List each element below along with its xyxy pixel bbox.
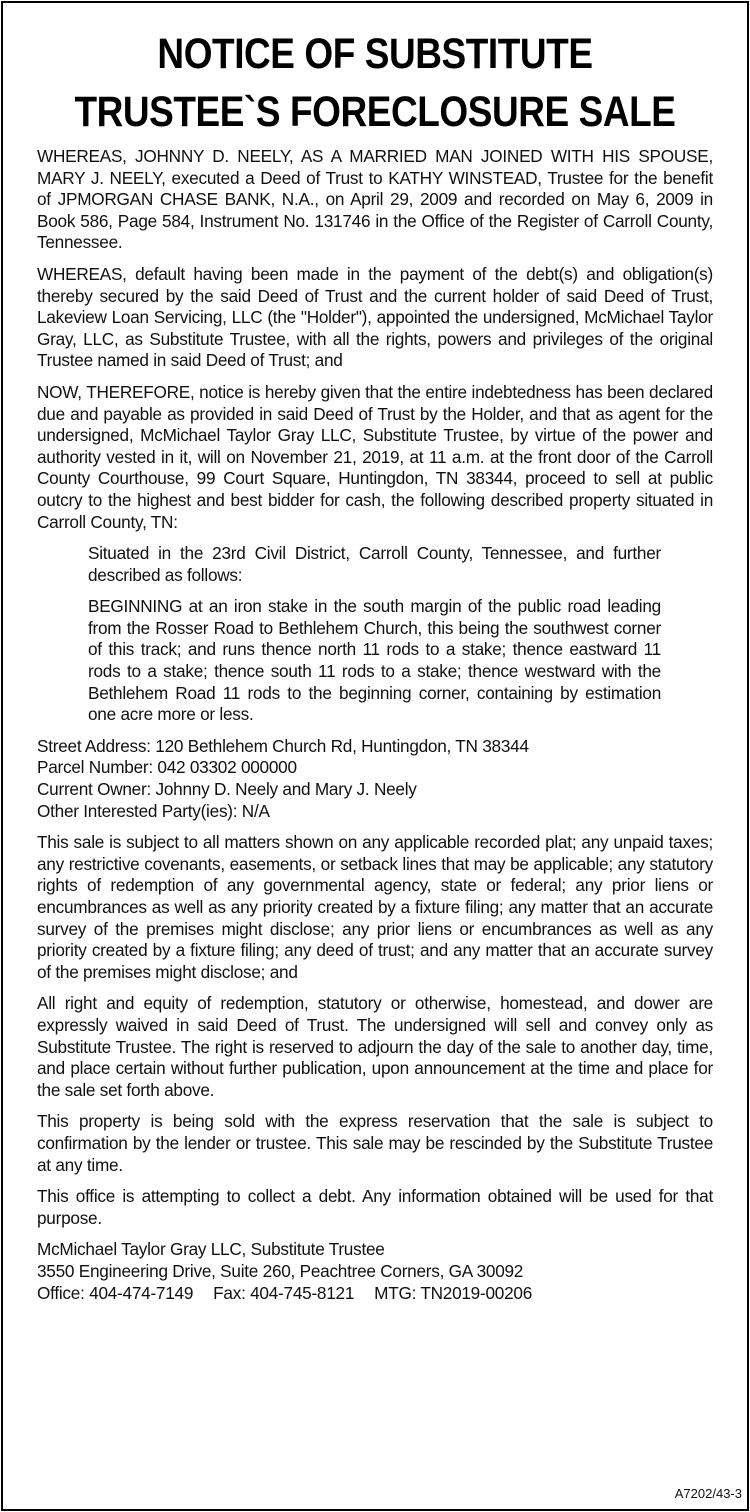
trustee-firm: McMichael Taylor Gray LLC, Substitute Trustee <box>37 1239 385 1260</box>
signature-block <box>37 1239 713 1304</box>
reservation-paragraph: This property is being sold with the express reservation that the sale is subject to confirmation by the lender or trustee. This sale may be rescinded by the Substitute Trustee at any time. <box>37 1111 713 1175</box>
trustee-address: 3550 Engineering Drive, Suite 260, Peachtree Corners, GA 30092 <box>37 1260 524 1281</box>
now-therefore-paragraph: NOW, THEREFORE, notice is hereby given that the entire indebtedness has been declared due and payable as provided in said Deed of Trust by the Holder, and that as agent for the undersigned, McMichael Taylor Gray LLC, Substitute Trustee, by virtue of the power and authority vested in it, will on November 21, 2019, at 11 a.m. at the front door of the Carroll County Courthouse, 99 Court Square, Huntingdon, TN 38344, proceed to sell at public outcry to the highest and best bidder for cash, the following described property situated in Carroll County, TN: <box>37 381 713 532</box>
property-info <box>37 736 713 822</box>
street-address: Street Address: 120 Bethlehem Church Rd, Huntingdon, TN 38344 <box>37 735 529 756</box>
legal-description-intro: Situated in the 23rd Civil District, Carroll County, Tennessee, and further described as follows: <box>88 543 661 585</box>
office-phone: Office: 404-474-7149 <box>37 1282 194 1303</box>
parcel-number: Parcel Number: 042 03302 000000 <box>37 757 297 778</box>
debt-collection-paragraph: This office is attempting to collect a debt. Any information obtained will be used for that purpose. <box>37 1186 713 1228</box>
ad-code: A7202/43-3 <box>674 1486 742 1501</box>
other-interested-parties: Other Interested Party(ies): N/A <box>37 800 270 821</box>
sale-subject-paragraph: This sale is subject to all matters shown on any applicable recorded plat; any unpaid taxes; any restrictive covenants, easements, or setback lines that may be applicable; any statutory rights of redemption of any governmental agency, state or federal; any prior liens or encumbrances as well as any priority created by a fixture filing; any matter that an accurate survey of the premises might disclose; any prior liens or encumbrances as well as any priority created by a fixture filing; any deed of trust; and any matter that an accurate survey of the premises might disclose; and <box>37 832 713 982</box>
current-owner: Current Owner: Johnny D. Neely and Mary J. Neely <box>37 779 417 800</box>
whereas-default-paragraph: WHEREAS, default having been made in the payment of the debt(s) and obligation(s) thereby secured by the said Deed of Trust and the current holder of said Deed of Trust, Lakeview Loan Servicing, LLC (the "Holder"), appointed the undersigned, McMichael Taylor Gray, LLC, as Substitute Trustee, with all the rights, powers and privileges of the original Trustee named in said Deed of Trust; and <box>37 263 713 371</box>
contact-line <box>37 1283 713 1305</box>
fax-number: Fax: 404-745-8121 <box>213 1282 355 1303</box>
mtg-number: MTG: TN2019-00206 <box>374 1282 533 1303</box>
notice-body <box>37 146 713 1304</box>
legal-description-body: BEGINNING at an iron stake in the south margin of the public road leading from the Rosser Road to Bethlehem Church, this being the southwest corner of this track; and runs thence north 11 rods to a stake; thence eastward 11 rods to a stake; thence south 11 rods to a stake; thence westward with the Bethlehem Road 11 rods to the beginning corner, containing by estimation one acre more or less. <box>88 596 661 725</box>
notice-title-line-2: TRUSTEE`S FORECLOSURE SALE <box>74 88 676 136</box>
whereas-deed-paragraph: WHEREAS, JOHNNY D. NEELY, AS A MARRIED MAN JOINED WITH HIS SPOUSE, MARY J. NEELY, executed a Deed of Trust to KATHY WINSTEAD, Trustee for the benefit of JPMORGAN CHASE BANK, N.A., on April 29, 2009 and recorded on May 6, 2009 in Book 586, Page 584, Instrument No. 131746 in the Office of the Register of Carroll County, Tennessee. <box>37 146 713 253</box>
redemption-waiver-paragraph: All right and equity of redemption, statutory or otherwise, homestead, and dower are expressly waived in said Deed of Trust. The undersigned will sell and convey only as Substitute Trustee. The right is reserved to adjourn the day of the sale to another day, time, and place certain without further publication, upon announcement at the time and place for the sale set forth above. <box>37 993 713 1100</box>
notice-title-line-1: NOTICE OF SUBSTITUTE <box>157 30 593 78</box>
